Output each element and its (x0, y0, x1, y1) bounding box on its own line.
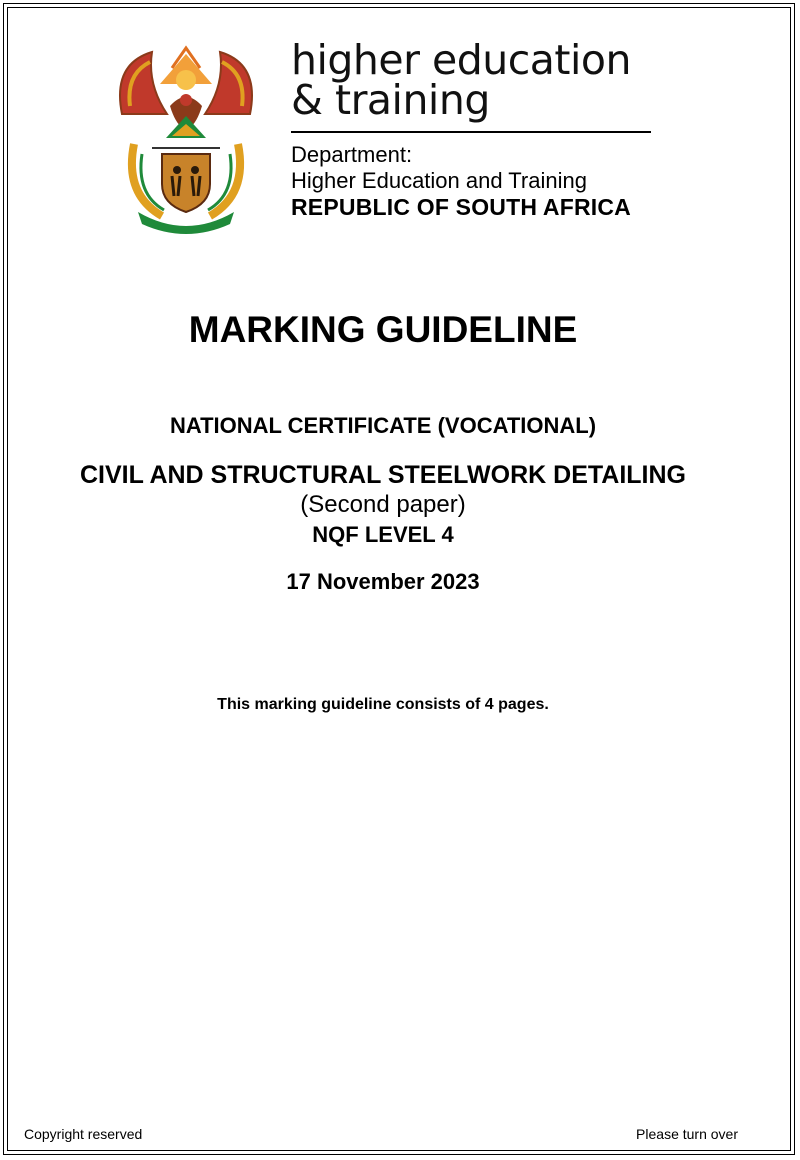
brand-line-2: & training (291, 76, 490, 124)
paper-label: (Second paper) (300, 491, 466, 518)
brand-line-1: higher education (291, 36, 631, 84)
qualification-title: NATIONAL CERTIFICATE (VOCATIONAL) (169, 413, 597, 438)
nqf-level: NQF LEVEL 4 (312, 522, 454, 547)
document-title: MARKING GUIDELINE (188, 309, 578, 350)
coat-of-arms-logo (112, 44, 260, 236)
page-count-note: This marking guideline consists of 4 pages. (217, 696, 549, 713)
copyright-footer: Copyright reserved (24, 1126, 143, 1142)
exam-date: 17 November 2023 (286, 569, 480, 594)
department-label: Department: (291, 142, 413, 167)
department-block (291, 142, 711, 220)
country-name: REPUBLIC OF SOUTH AFRICA (291, 194, 631, 220)
subject-title: CIVIL AND STRUCTURAL STEELWORK DETAILING (79, 461, 687, 489)
brand-divider (291, 131, 651, 133)
turn-over-footer: Please turn over (636, 1126, 738, 1142)
brand-wordmark (291, 36, 671, 124)
department-name: Higher Education and Training (291, 168, 587, 193)
